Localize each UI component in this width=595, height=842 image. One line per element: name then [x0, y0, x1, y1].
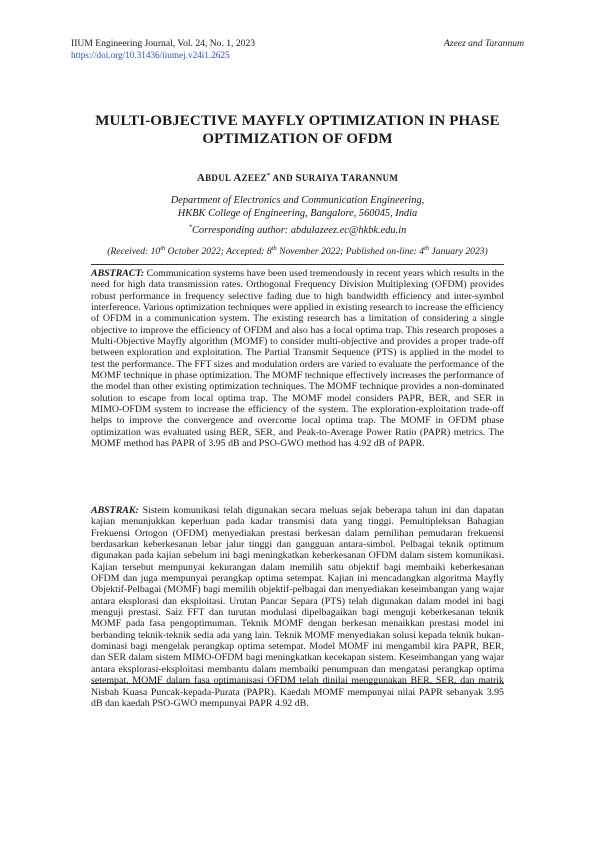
corresponding-author [60, 225, 535, 236]
title-line-1: MULTI-OBJECTIVE MAYFLY OPTIMIZATION IN PHASE [95, 113, 500, 129]
title-line-2: OPTIMIZATION OF OFDM [202, 131, 393, 147]
received-date: (Received: 10 [107, 246, 161, 257]
corresponding-mark-note: * [188, 223, 192, 231]
author2-last-initial: T [340, 172, 349, 184]
abstract-text: Communication systems have been used tremendously in recent years which results in the need for high data transmission rates. Orthogonal Frequency Division Multiplexing (OFDM) provides robust performance in frequency selective fading due to high bandwidth efficiency and inter-symbol interference. Various optimization techniques were applied in existing research to increase the efficiency of OFDM in a communication system. The existing research has a limitation of considering a single objective to improve the efficiency of OFDM and also has a local optima trap. This research proposes a Multi-Objective Mayfly algorithm (MOMF) to consider multi-objective and provides a proper trade-off between exploration and exploitation. The Partial Transmit Sequence (PTS) is applied in the model to test the performance. The FFT sizes and modulation orders are varied to evaluate the performance of the MOMF technique in phase optimization. The MOMF technique effectively increases the performance of the model than other existing optimization techniques. The MOMF technique provides a non-dominated solution to escape from local optima trap. The MOMF model considers PAPR, BER, and SER in MIMO-OFDM system to increase the efficiency of the system. The exploration-exploitation trade-off helps to improve the convergence and overcome local optima trap. The MOMF in OFDM phase optimization was evaluated using BER, SER, and Peak-to-Average Power Ratio (PAPR) metrics. The MOMF method has PAPR of 3.95 dB and PSO-GWO method has 4.92 dB of PAPR. [91, 268, 505, 450]
published-date: November 2022; Published on-line: 4 [276, 246, 425, 257]
publication-dates [40, 246, 555, 257]
paper-title [60, 112, 535, 148]
affiliation [60, 194, 535, 220]
running-header [71, 37, 524, 50]
abstract-top-rule [91, 264, 504, 265]
author2-first-rest: URAIYA [301, 173, 339, 183]
abstract-english [91, 268, 504, 450]
published-date-end: January 2023) [429, 246, 488, 257]
accepted-date: October 2022; Accepted: 8 [165, 246, 272, 257]
accepted-sup: th [271, 244, 277, 252]
abstrak-text: Sistem komunikasi telah digunakan secara meluas sejak beberapa tahun ini dan dapatan kajian menunjukkan keperluan pada kadar transmisi data yang tinggi. Pemultipleksan Bahagian Frekuensi Ortogon (OFDM) menyediakan prestasi berkesan dalam pemilihan pemudaran frekuensi berdasarkan keberkesanan lebar jalur tinggi dan gangguan antara-simbol. Pelbagai teknik optimum digunakan pada kajian sebelum ini bagi meningkatkan keberkesanan OFDM dalam sistem komunikasi. Kajian tersebut mempunyai kekurangan dalam memilih satu objektif bagi membaiki keberkesanan OFDM dan juga mempunyai perangkap optima setempat. Kajian ini mencadangkan algoritma Mayfly Objektif-Pelbagai (MOMF) bagi memilih objektif-pelbagai dan menyediakan keseimbangan yang wajar antara eksplorasi dan eksploitasi. Urutan Pancar Separa (PTS) telah digunakan dalam model ini bagi menguji prestasi. Saiz FFT dan turutan modulasi dipelbagaikan bagi menguji keberkesanan teknik MOMF pada fasa pengoptimuman. Teknik MOMF dengan berkesan menaikkan prestasi model ini berbanding teknik-teknik sedia ada yang lain. Teknik MOMF menyediakan solusi kepada teknik bukan-dominasi bagi mengelak perangkap optima setempat. Model MOMF ini mengambil kira PAPR, BER, dan SER dalam sistem MIMO-OFDM bagi meningkatkan kecekapan sistem. Keseimbangan yang wajar antara eksplorasi-eksploitasi membantu dalam membaiki penumpuan dan mengatasi perangkap optima setempat. MOMF dalam fasa optimanisasi OFDM telah dinilai menggunakan BER, SER, dan matrik Nisbah Kuasa Puncak-kepada-Purata (PAPR). Kaedah MOMF mempunyai nilai PAPR sebanyak 3.95 dB dan kaedah PSO-GWO mempunyai PAPR 4.92 dB. [91, 505, 504, 709]
corresponding-text: Corresponding author: abdulazeez.ec@hkbk.edu.in [191, 225, 407, 236]
author1-last-initial: A [233, 172, 242, 184]
abstract-bottom-rule [91, 683, 504, 684]
author2-last-rest: ARANNUM [348, 173, 399, 183]
running-authors: Azeez and Tarannum [443, 38, 524, 49]
author1-first-rest: BDUL [205, 173, 231, 183]
affiliation-line-2: HKBK College of Engineering, Bangalore, 560045, India [177, 208, 418, 219]
abstrak-label: ABSTRAK: [91, 505, 139, 516]
author-conjunction: AND [272, 173, 293, 183]
affiliation-line-1: Department of Electronics and Communication Engineering, [170, 195, 425, 206]
author-list [60, 172, 535, 184]
author1-first-initial: A [196, 172, 206, 184]
author1-last-rest: ZEEZ [241, 173, 267, 183]
corresponding-mark: * [266, 172, 271, 179]
abstract-malay [91, 505, 504, 709]
received-sup: th [160, 244, 166, 252]
doi-link[interactable]: https://doi.org/10.31436/iiumej.v24i1.2625 [71, 50, 230, 60]
published-sup: th [424, 244, 430, 252]
journal-citation: IIUM Engineering Journal, Vol. 24, No. 1, 2023 [71, 38, 256, 49]
abstract-label: ABSTRACT: [91, 268, 145, 279]
author2-first-initial: S [295, 172, 302, 184]
